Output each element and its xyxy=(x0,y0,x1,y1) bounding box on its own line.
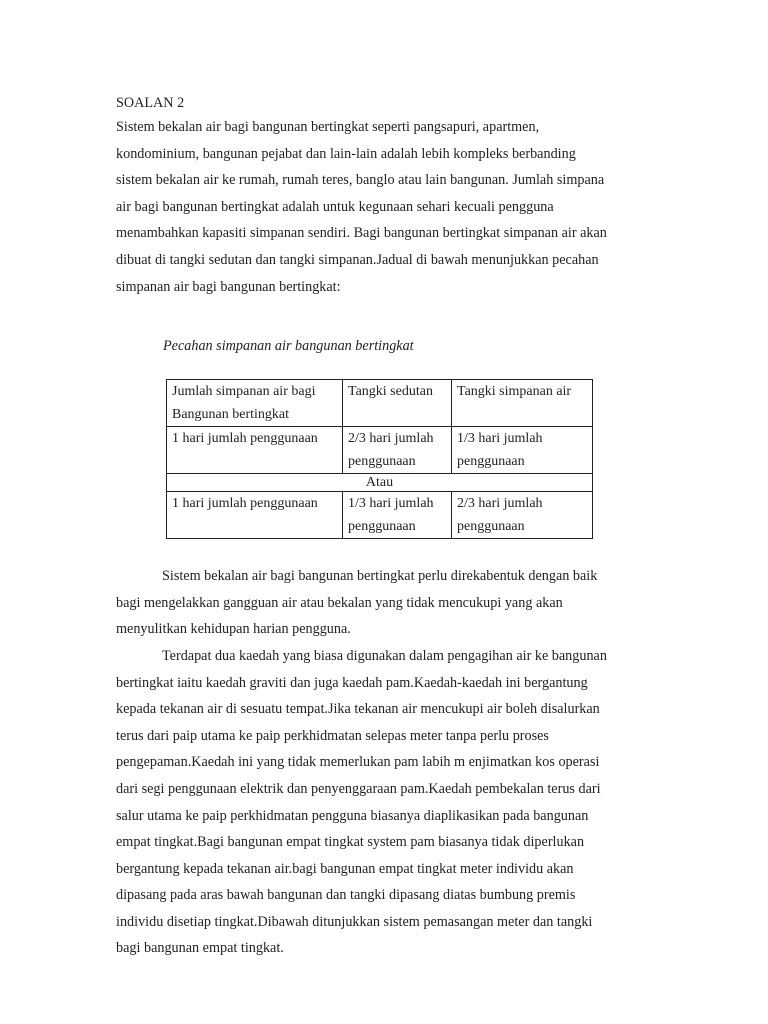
paragraph-line: bertingkat iaitu kaedah graviti dan juga kaedah pam.Kaedah-kaedah ini bergantung xyxy=(116,674,588,691)
table-header-row xyxy=(167,380,593,427)
table-cell xyxy=(167,492,343,539)
cell-text: Tangki simpanan air xyxy=(457,384,572,400)
paragraph-line: dari segi penggunaan elektrik dan penyenggaraan pam.Kaedah pembekalan terus dari xyxy=(116,780,601,797)
paragraph-line: Terdapat dua kaedah yang biasa digunakan dalam pengagihan air ke bangunan xyxy=(162,647,607,664)
paragraph-line: menyulitkan kehidupan harian pengguna. xyxy=(116,621,351,638)
table-cell xyxy=(452,492,593,539)
table-row xyxy=(167,427,593,474)
table-cell xyxy=(167,427,343,474)
cell-text: penggunaan xyxy=(457,454,525,470)
intro-line: dibuat di tangki sedutan dan tangki simpanan.Jadual di bawah menunjukkan pecahan xyxy=(116,251,599,268)
table-caption: Pecahan simpanan air bangunan bertingkat xyxy=(163,338,414,355)
paragraph-design xyxy=(116,563,656,643)
paragraph-line: kepada tekanan air di sesuatu tempat.Jika tekanan air mencukupi air boleh disalurkan xyxy=(116,701,600,718)
table-cell xyxy=(343,427,452,474)
cell-text: penggunaan xyxy=(348,454,416,470)
question-heading: SOALAN 2 xyxy=(116,95,185,111)
table-cell xyxy=(452,427,593,474)
table-header-cell xyxy=(343,380,452,427)
paragraph-line: bagi bangunan empat tingkat. xyxy=(116,940,284,957)
table-header-cell xyxy=(167,380,343,427)
cell-text: penggunaan xyxy=(457,519,525,535)
intro-line: simpanan air bagi bangunan bertingkat: xyxy=(116,278,341,295)
cell-text: 2/3 hari jumlah xyxy=(457,496,543,512)
document-page xyxy=(116,92,656,962)
table-separator-row xyxy=(167,474,593,492)
paragraph-line: empat tingkat.Bagi bangunan empat tingkat system pam biasanya tidak diperlukan xyxy=(116,834,585,851)
paragraph-line: terus dari paip utama ke paip perkhidmatan selepas meter tanpa perlu proses xyxy=(116,727,549,744)
paragraph-line: salur utama ke paip perkhidmatan pengguna biasanya diaplikasikan pada bangunan xyxy=(116,807,589,824)
paragraph-line: bergantung kepada tekanan air.bagi bangunan empat tingkat meter individu akan xyxy=(116,860,574,877)
cell-text: 2/3 hari jumlah xyxy=(348,431,434,447)
intro-line: menambahkan kapasiti simpanan sendiri. Bagi bangunan bertingkat simpanan air akan xyxy=(116,225,607,242)
cell-text: 1/3 hari jumlah xyxy=(457,431,543,447)
intro-line: Sistem bekalan air bagi bangunan bertingkat seperti pangsapuri, apartmen, xyxy=(116,119,540,135)
cell-text: 1 hari jumlah penggunaan xyxy=(172,431,318,447)
paragraph-line: individu disetiap tingkat.Dibawah ditunjukkan sistem pemasangan meter dan tangki xyxy=(116,913,593,930)
paragraph-line: pengepaman.Kaedah ini yang tidak memerlukan pam labih m enjimatkan kos operasi xyxy=(116,754,600,771)
table-header-cell xyxy=(452,380,593,427)
paragraph-line: dipasang pada aras bawah bangunan dan tangki dipasang diatas bumbung premis xyxy=(116,887,576,904)
table-row xyxy=(167,492,593,539)
cell-text: 1 hari jumlah penggunaan xyxy=(172,496,318,512)
table-separator-cell: Atau xyxy=(167,474,593,492)
cell-text: penggunaan xyxy=(348,519,416,535)
intro-paragraph xyxy=(116,114,656,300)
cell-text: Bangunan bertingkat xyxy=(172,407,290,423)
water-storage-table xyxy=(166,379,593,539)
paragraph-line: bagi mengelakkan gangguan air atau bekalan yang tidak mencukupi yang akan xyxy=(116,594,563,611)
intro-line: air bagi bangunan bertingkat adalah untuk kegunaan sehari kecuali pengguna xyxy=(116,198,554,215)
intro-line: sistem bekalan air ke rumah, rumah teres, banglo atau lain bangunan. Jumlah simpana xyxy=(116,172,605,189)
cell-text: Tangki sedutan xyxy=(348,384,433,400)
paragraph-methods xyxy=(116,643,656,962)
cell-text: Jumlah simpanan air bagi xyxy=(172,384,316,400)
table-cell xyxy=(343,492,452,539)
cell-text: 1/3 hari jumlah xyxy=(348,496,434,512)
paragraph-line: Sistem bekalan air bagi bangunan bertingkat perlu direkabentuk dengan baik xyxy=(162,568,598,585)
intro-line: kondominium, bangunan pejabat dan lain-lain adalah lebih kompleks berbanding xyxy=(116,145,576,162)
